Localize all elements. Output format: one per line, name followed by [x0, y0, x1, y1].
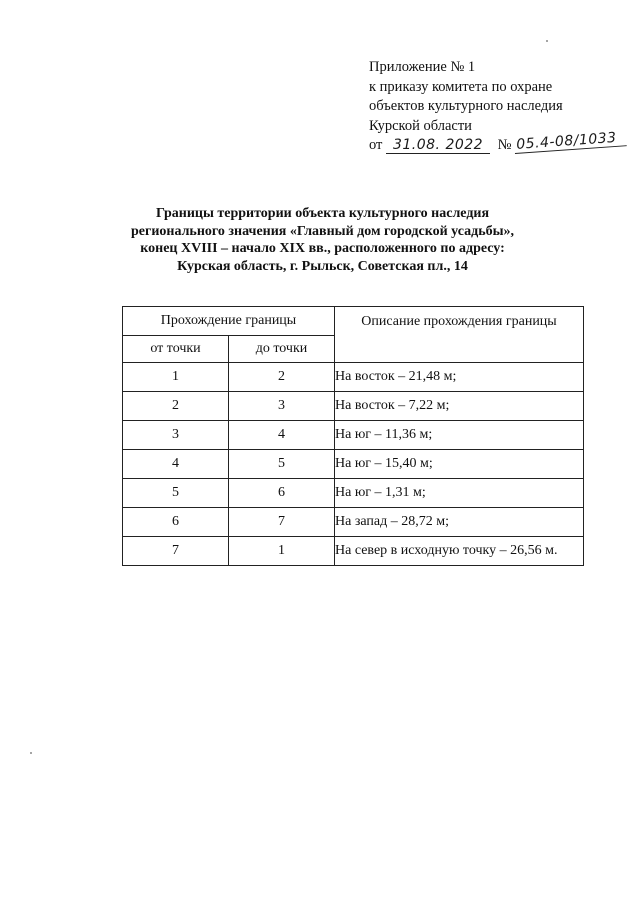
title-line-1: Границы территории объекта культурного наследия: [155, 206, 490, 221]
header-to-point: до точки: [229, 336, 335, 363]
cell-from: 2: [123, 392, 229, 421]
cell-description: На север в исходную точку – 26,56 м.: [335, 537, 584, 566]
cell-to: 4: [229, 421, 335, 450]
boundary-table: [122, 306, 584, 566]
cell-to: 3: [229, 392, 335, 421]
title-line-2: регионального значения «Главный дом городской усадьбы»,: [130, 223, 515, 239]
appendix-order-ref: к приказу комитета по охране: [369, 78, 553, 95]
table-row: [123, 537, 584, 566]
order-date-line: [369, 129, 631, 156]
table-row: [123, 392, 584, 421]
header-boundary-pass: Прохождение границы: [123, 307, 335, 336]
cell-from: 6: [123, 508, 229, 537]
cell-from: 4: [123, 450, 229, 479]
cell-description: На юг – 11,36 м;: [335, 421, 584, 450]
handwritten-date: 31.08. 2022: [386, 138, 490, 154]
scan-speck: [546, 40, 548, 42]
table-row: [123, 508, 584, 537]
from-label: от: [369, 137, 383, 153]
number-label: №: [497, 137, 512, 153]
cell-description: На юг – 1,31 м;: [335, 479, 584, 508]
title-line-4: Курская область, г. Рыльск, Советская пл., 14: [177, 258, 468, 274]
cell-to: 2: [229, 363, 335, 392]
cell-to: 6: [229, 479, 335, 508]
header-from-point: от точки: [123, 336, 229, 363]
appendix-region: Курской области: [369, 117, 472, 134]
header-description: Описание прохождения границы: [335, 307, 584, 363]
cell-to: 5: [229, 450, 335, 479]
handwritten-order-number: 05.4-08/1033: [514, 130, 627, 154]
cell-from: 5: [123, 479, 229, 508]
cell-from: 3: [123, 421, 229, 450]
appendix-number: Приложение № 1: [369, 59, 476, 75]
table-row: [123, 479, 584, 508]
cell-from: 7: [123, 537, 229, 566]
scan-speck: [30, 752, 32, 754]
cell-from: 1: [123, 363, 229, 392]
appendix-header: [369, 58, 631, 156]
appendix-committee: объектов культурного наследия: [369, 98, 563, 114]
document-title: [100, 205, 545, 275]
cell-to: 1: [229, 537, 335, 566]
table-row: [123, 421, 584, 450]
cell-to: 7: [229, 508, 335, 537]
cell-description: На юг – 15,40 м;: [335, 450, 584, 479]
table-row: [123, 450, 584, 479]
cell-description: На восток – 21,48 м;: [335, 363, 584, 392]
table-row: [123, 363, 584, 392]
title-line-3: конец XVIII – начало XIX вв., расположенного по адресу:: [140, 241, 505, 256]
cell-description: На запад – 28,72 м;: [335, 508, 584, 537]
cell-description: На восток – 7,22 м;: [335, 392, 584, 421]
